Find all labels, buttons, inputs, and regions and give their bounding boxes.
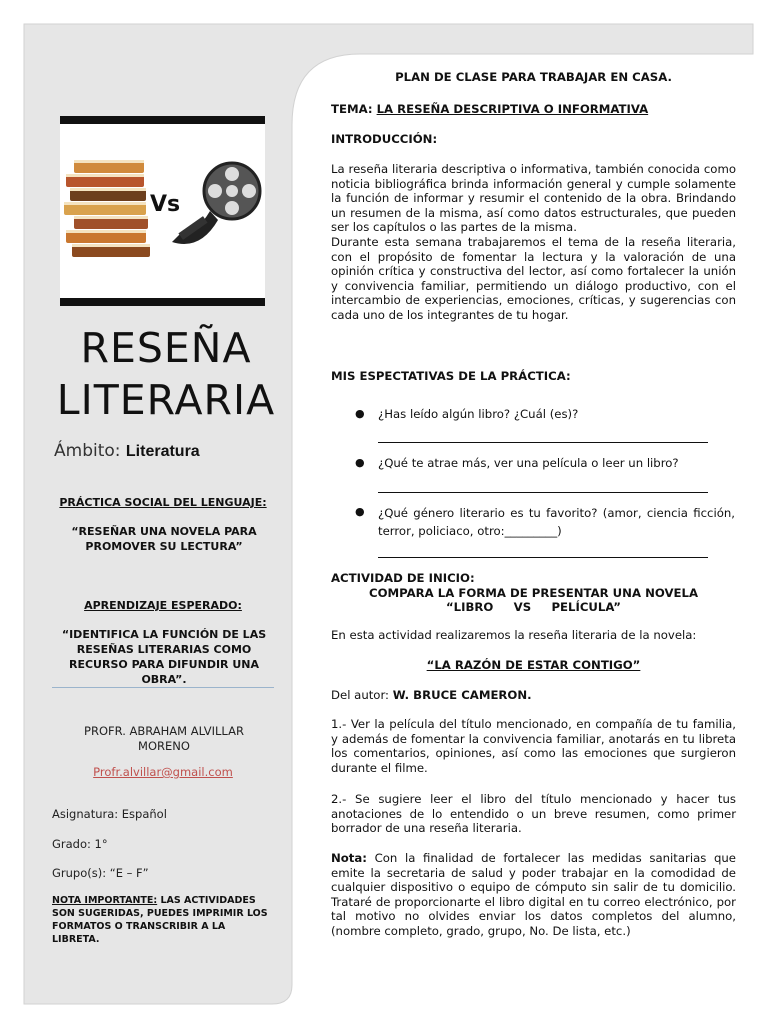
aprendizaje-heading: APRENDIZAJE ESPERADO: (84, 599, 242, 612)
expect-heading: MIS ESPECTATIVAS DE LA PRÁCTICA: (331, 369, 571, 383)
activity-heading: ACTIVIDAD DE INICIO: (331, 571, 475, 585)
cover-illustration (60, 116, 265, 306)
aprendizaje-text: “IDENTIFICA LA FUNCIÓN DE LAS RESEÑAS LITERARIAS COMO RECURSO PARA DIFUNDIR UNA OBRA”. (61, 628, 267, 686)
note-text: LAS ACTIVIDADES SON SUGERIDAS, PUEDES IMPRIMIR LOS FORMATOS O TRANSCRIBIR A LA LIBRETA. (52, 895, 268, 945)
email-link[interactable]: Profr.alvillar@gmail.com (93, 765, 233, 779)
nota-label: Nota: (331, 851, 367, 865)
answer-line-3[interactable] (378, 557, 708, 558)
sidebar-title (52, 322, 280, 426)
teacher-email[interactable] (52, 765, 274, 780)
svg-text:Vs: Vs (150, 192, 181, 217)
bullet-icon: ● (355, 456, 365, 469)
tema-value: LA RESEÑA DESCRIPTIVA O INFORMATIVA (376, 102, 649, 116)
activity-intro: En esta actividad realizaremos la reseña literaria de la novela: (331, 628, 697, 642)
grupo: Grupo(s): “E – F” (52, 866, 149, 880)
cover-bottom-bar (60, 298, 265, 306)
question-text: ¿Qué género literario es tu favorito? (amor, ciencia ficción, terror, policiaco, otro:_________) (378, 506, 735, 538)
step-2: 2.- Se sugiere leer el libro del título mencionado y hacer tus anotaciones de lo entendido o un breve resumen, como primer borrador de una reseña literaria. (331, 792, 736, 836)
question-text: ¿Qué te atrae más, ver una película o leer un libro? (378, 456, 679, 470)
activity-subtitle-2: “LIBRO VS PELÍCULA” (446, 600, 621, 615)
books-vs-reel-icon (60, 116, 265, 306)
activity-block (331, 571, 736, 615)
nota (331, 851, 736, 939)
bullet-icon: ● (355, 505, 365, 518)
tema-label: TEMA: (331, 102, 377, 116)
intro-paragraph-2: Durante esta semana trabajaremos el tema de la reseña literaria, con el propósito de fomentar la lectura y la valoración de una opinión crítica y constructiva del lector, así como fortalecer la unión y convivencia familiar, permitiendo un diálogo productivo, con el intercambio de experiencias, emociones, críticas, y sugerencias con cada uno de los integrantes de tu hogar. (331, 234, 736, 322)
practica-heading: PRÁCTICA SOCIAL DEL LENGUAJE: (59, 496, 267, 509)
title-line-2: LITERARIA (56, 376, 276, 424)
teacher-name: PROFR. ABRAHAM ALVILLAR MORENO (84, 724, 244, 753)
novel-title: “LA RAZÓN DE ESTAR CONTIGO” (426, 658, 641, 672)
answer-line-1[interactable] (378, 442, 708, 443)
title-line-1: RESEÑA (80, 324, 252, 372)
tema (331, 102, 736, 117)
nota-text: Con la finalidad de fortalecer las medidas sanitarias que emite la secretaria de salud y poder trabajar en la comodidad de cualquier dispositivo o equipo de cómputo sin salir de tu domicilio. Trataré de proporcionarte el libro digital en tu correo electrónico, por tal motivo no olvides enviar los datos completos del alumno, (nombre completo, grado, grupo, No. De lista, etc.) (331, 851, 736, 938)
intro-paragraph-1: La reseña literaria descriptiva o informativa, también conocida como noticia bibliográfica brinda información general y cumple solamente la función de informar y resumir el contenido de la obra. Brindando un resumen de la misma, así como datos estructurales, que pueden ser los capítulos o las partes de la misma. (331, 162, 736, 235)
practica-text: “RESEÑAR UNA NOVELA PARA PROMOVER SU LECTURA” (71, 525, 257, 553)
note-label: NOTA IMPORTANTE: (52, 895, 158, 906)
answer-line-2[interactable] (378, 492, 708, 493)
activity-subtitle-1: COMPARA LA FORMA DE PRESENTAR UNA NOVELA (369, 585, 698, 600)
author (331, 688, 736, 703)
ambito-value: Literatura (125, 443, 200, 460)
author-name: W. BRUCE CAMERON. (392, 688, 532, 702)
grado: Grado: 1° (52, 837, 108, 851)
intro-body (331, 162, 736, 323)
step-1: 1.- Ver la película del título mencionado, en compañía de tu familia, y además de fomentar la convivencia familiar, anotarás en tu libreta los comentarios, opiniones, así como las emociones que surgieron durante el filme. (331, 717, 736, 775)
author-label: Del autor: (331, 688, 393, 702)
asignatura: Asignatura: Español (52, 807, 167, 821)
cover-top-bar (60, 116, 265, 124)
plan-title: PLAN DE CLASE PARA TRABAJAR EN CASA. (395, 70, 672, 84)
ambito (54, 441, 200, 461)
important-note (52, 894, 276, 946)
ambito-label: Ámbito: (54, 441, 121, 461)
intro-heading: INTRODUCCIÓN: (331, 132, 438, 146)
sidebar-divider (52, 687, 274, 688)
question-text: ¿Has leído algún libro? ¿Cuál (es)? (378, 407, 579, 421)
bullet-icon: ● (355, 407, 365, 420)
